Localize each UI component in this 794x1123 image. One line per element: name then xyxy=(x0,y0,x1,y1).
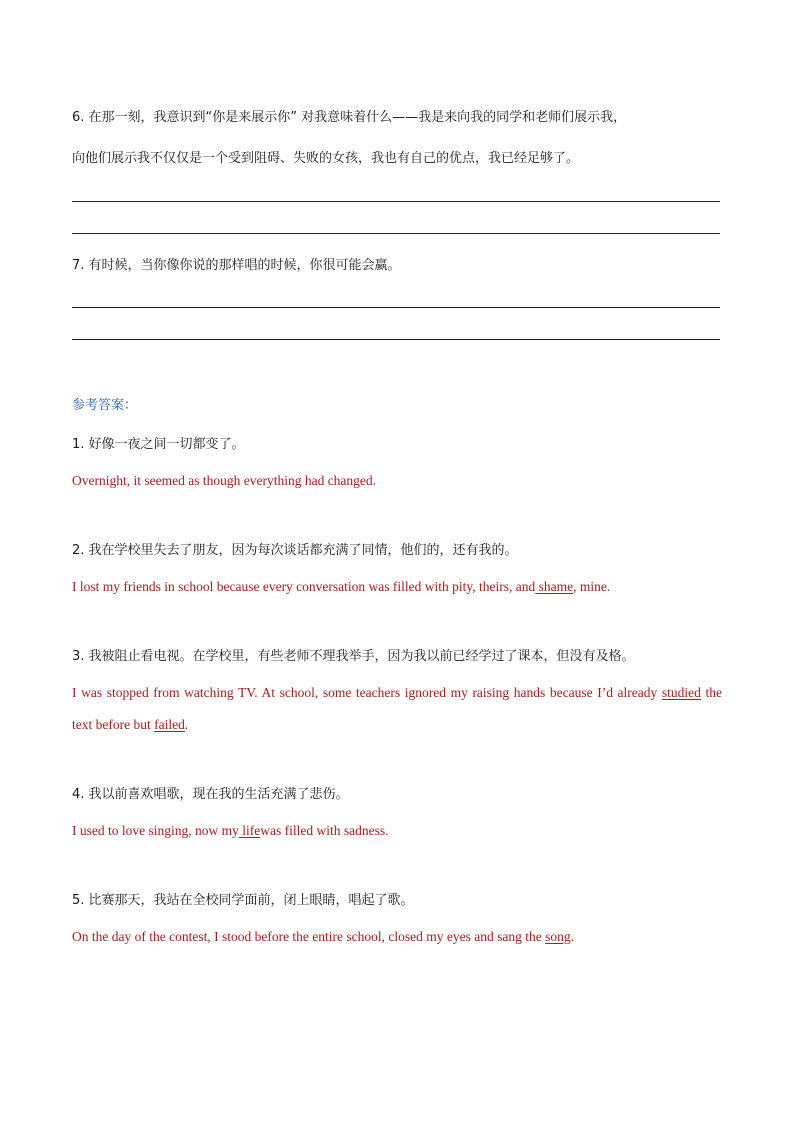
answer-3-text-c: . xyxy=(184,717,189,732)
answer-4-underlined-word: life xyxy=(238,823,261,838)
answer-blank-line[interactable] xyxy=(72,307,720,308)
answer-3-text-a: I was stopped from watching TV. At school, some teachers ignored my raising hands because I’d already xyxy=(72,685,662,700)
answer-3-underlined-word-1: studied xyxy=(661,685,701,700)
answer-2-underlined-word: shame xyxy=(535,579,574,594)
answer-2-text-a: I lost my friends in school because every conversation was filled with pity, theirs, and xyxy=(72,579,536,594)
answer-4-text-a: I used to love singing, now my xyxy=(72,823,239,838)
answer-1-chinese: 1. 好像一夜之间一切都变了。 xyxy=(72,437,245,452)
answer-5-text-b: . xyxy=(570,929,575,944)
answer-3-english xyxy=(72,677,722,741)
answers-heading: 参考答案： xyxy=(72,398,138,413)
answer-blank-line[interactable] xyxy=(72,339,720,340)
answer-3-text-b: the text before but xyxy=(72,685,722,732)
answer-blank-line[interactable] xyxy=(72,233,720,234)
question-6-line-2: 向他们展示我不仅仅是一个受到阻碍、失败的女孩，我也有自己的优点，我已经足够了。 xyxy=(72,151,580,166)
answer-3-chinese: 3. 我被阻止看电视。在学校里，有些老师不理我举手，因为我以前已经学过了课本，但没有及格。 xyxy=(72,649,635,664)
answer-1-english: Overnight, it seemed as though everything had changed. xyxy=(72,473,377,488)
answer-4-text-b: was filled with sadness. xyxy=(260,823,389,838)
question-7: 7. 有时候，当你像你说的那样唱的时候，你很可能会赢。 xyxy=(72,258,401,273)
answer-5-english xyxy=(72,927,722,947)
question-6-line-1: 6. 在那一刻，我意识到“你是来展示你” 对我意味着什么——我是来向我的同学和老师们展示我， xyxy=(72,110,627,125)
answer-2-text-b: , mine. xyxy=(573,579,611,594)
answer-4-english xyxy=(72,821,722,841)
answer-2-english xyxy=(72,577,722,597)
answer-2-chinese: 2. 我在学校里失去了朋友，因为每次谈话都充满了同情，他们的，还有我的。 xyxy=(72,543,518,558)
answer-5-chinese: 5. 比赛那天，我站在全校同学面前，闭上眼睛，唱起了歌。 xyxy=(72,893,414,908)
answer-5-text-a: On the day of the contest, I stood before the entire school, closed my eyes and sang the xyxy=(72,929,546,944)
answer-3-underlined-word-2: failed xyxy=(154,717,185,732)
answer-5-underlined-word: song xyxy=(545,929,571,944)
answer-4-chinese: 4. 我以前喜欢唱歌，现在我的生活充满了悲伤。 xyxy=(72,787,349,802)
answer-blank-line[interactable] xyxy=(72,201,720,202)
